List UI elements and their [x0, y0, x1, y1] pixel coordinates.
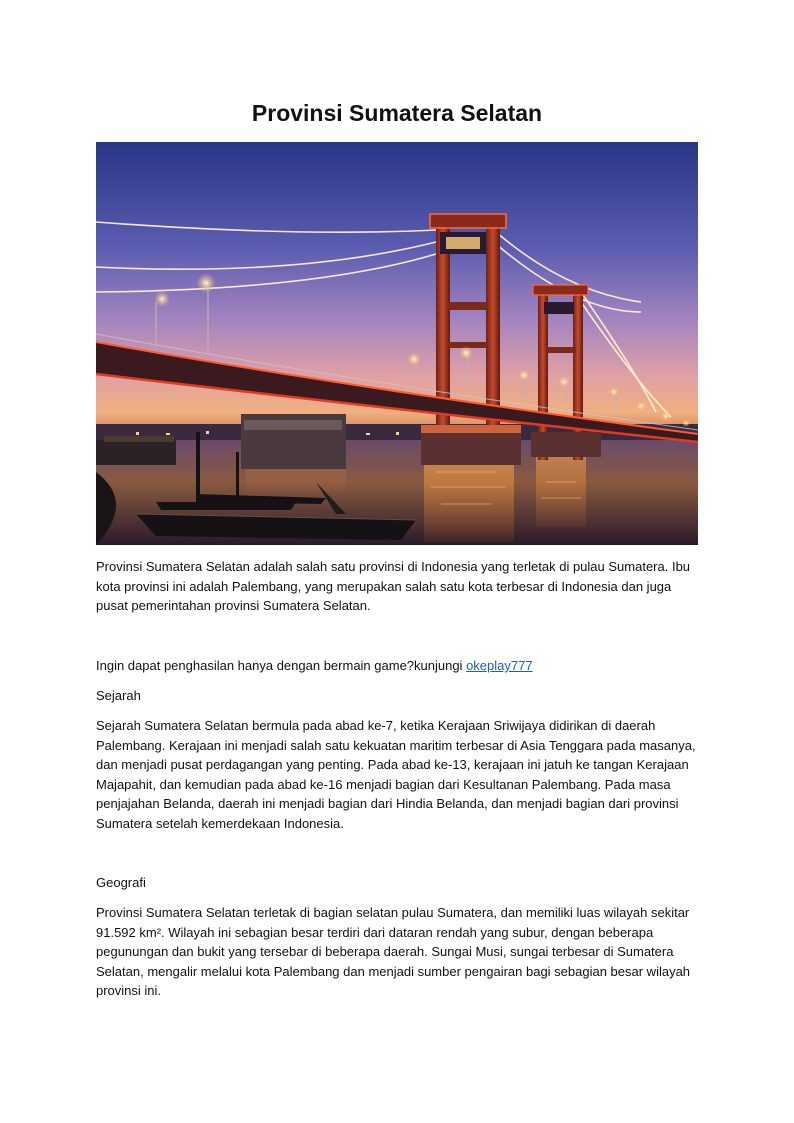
- intro-paragraph: Provinsi Sumatera Selatan adalah salah satu provinsi di Indonesia yang terletak di pulau Sumatera. Ibu kota provinsi ini adalah Palembang, yang merupakan salah satu kota terbesar di Indonesia dan juga pusat pemerintahan provinsi Sumatera Selatan.: [96, 559, 691, 613]
- page-title: Provinsi Sumatera Selatan: [251, 100, 543, 126]
- geografi-heading: Geografi: [96, 875, 146, 890]
- geografi-paragraph: Provinsi Sumatera Selatan terletak di bagian selatan pulau Sumatera, dan memiliki luas wilayah sekitar 91.592 km². Wilayah ini sebagian besar terdiri dari dataran rendah yang subur, dengan beberapa pegunungan dan bukit yang tersebar di beberapa daerah. Sungai Musi, sungai terbesar di Sumatera Selatan, mengalir melalui kota Palembang dan menjadi sumber pengairan bagi sebagian besar wilayah provinsi ini.: [96, 905, 691, 998]
- ampera-bridge-photo: [96, 142, 698, 545]
- promo-text: Ingin dapat penghasilan hanya dengan bermain game?kunjungi: [96, 658, 467, 673]
- okeplay777-link[interactable]: okeplay777: [466, 658, 533, 673]
- bridge-illustration: [96, 142, 698, 545]
- sejarah-heading: Sejarah: [96, 688, 141, 703]
- sejarah-paragraph: Sejarah Sumatera Selatan bermula pada abad ke-7, ketika Kerajaan Sriwijaya didirikan di daerah Palembang. Kerajaan ini menjadi salah satu kekuatan maritim terbesar di Asia Tenggara pada masanya, dan menjadi pusat perdagangan yang penting. Pada abad ke-13, kerajaan ini jatuh ke tangan Kerajaan Majapahit, dan kemudian pada abad ke-16 menjadi bagian dari Kesultanan Palembang. Pada masa penjajahan Belanda, daerah ini menjadi bagian dari Hindia Belanda, dan menjadi bagian dari provinsi Sumatera setelah kemerdekaan Indonesia.: [96, 718, 696, 831]
- promo-paragraph: [96, 656, 698, 676]
